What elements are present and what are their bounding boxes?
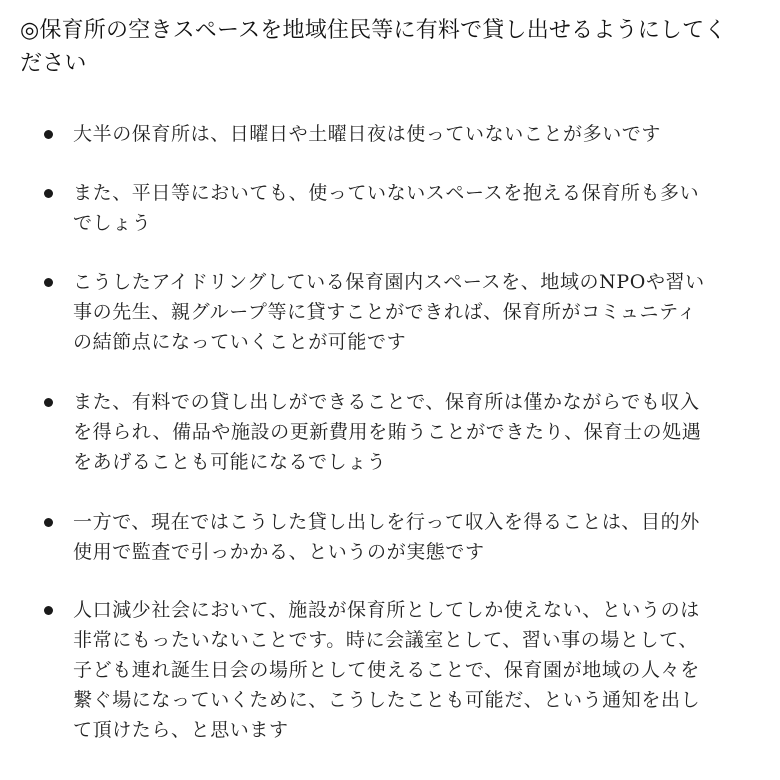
list-item-text: 一方で、現在ではこうした貸し出しを行って収入を得ることは、目的外使用で監査で引っかかる、というのが実態です xyxy=(73,511,700,563)
list-item-text: 人口減少社会において、施設が保育所としてしか使えない、というのは非常にもったいないことです。時に会議室として、習い事の場として、子ども連れ誕生日会の場所として使えることで、保育園が地域の人々を繋ぐ場になっていくために、こうしたことも可能だ、という通知を出して頂けたら、と思います xyxy=(73,599,701,741)
list-item-text: 大半の保育所は、日曜日や土曜日夜は使っていないことが多いです xyxy=(73,123,662,145)
list-item-text: また、平日等においても、使っていないスペースを抱える保育所も多いでしょう xyxy=(73,182,700,234)
list-item-text: また、有料での貸し出しができることで、保育所は僅かながらでも収入を得られ、備品や施設の更新費用を賄うことができたり、保育士の処遇をあげることも可能になるでしょう xyxy=(73,391,702,473)
list-item-text: こうしたアイドリングしている保育園内スペースを、地域のNPOや習い事の先生、親グループ等に貸すことができれば、保育所がコミュニティの結節点になっていくことが可能です xyxy=(73,271,705,353)
bullet-icon xyxy=(44,189,53,198)
bullet-icon xyxy=(44,278,53,287)
bullet-icon xyxy=(44,398,53,407)
bullet-icon xyxy=(44,130,53,139)
document-title: ◎保育所の空きスペースを地域住民等に有料で貸し出せるようにしてください xyxy=(20,18,727,76)
bullet-icon xyxy=(44,606,53,615)
bullet-icon xyxy=(44,518,53,527)
